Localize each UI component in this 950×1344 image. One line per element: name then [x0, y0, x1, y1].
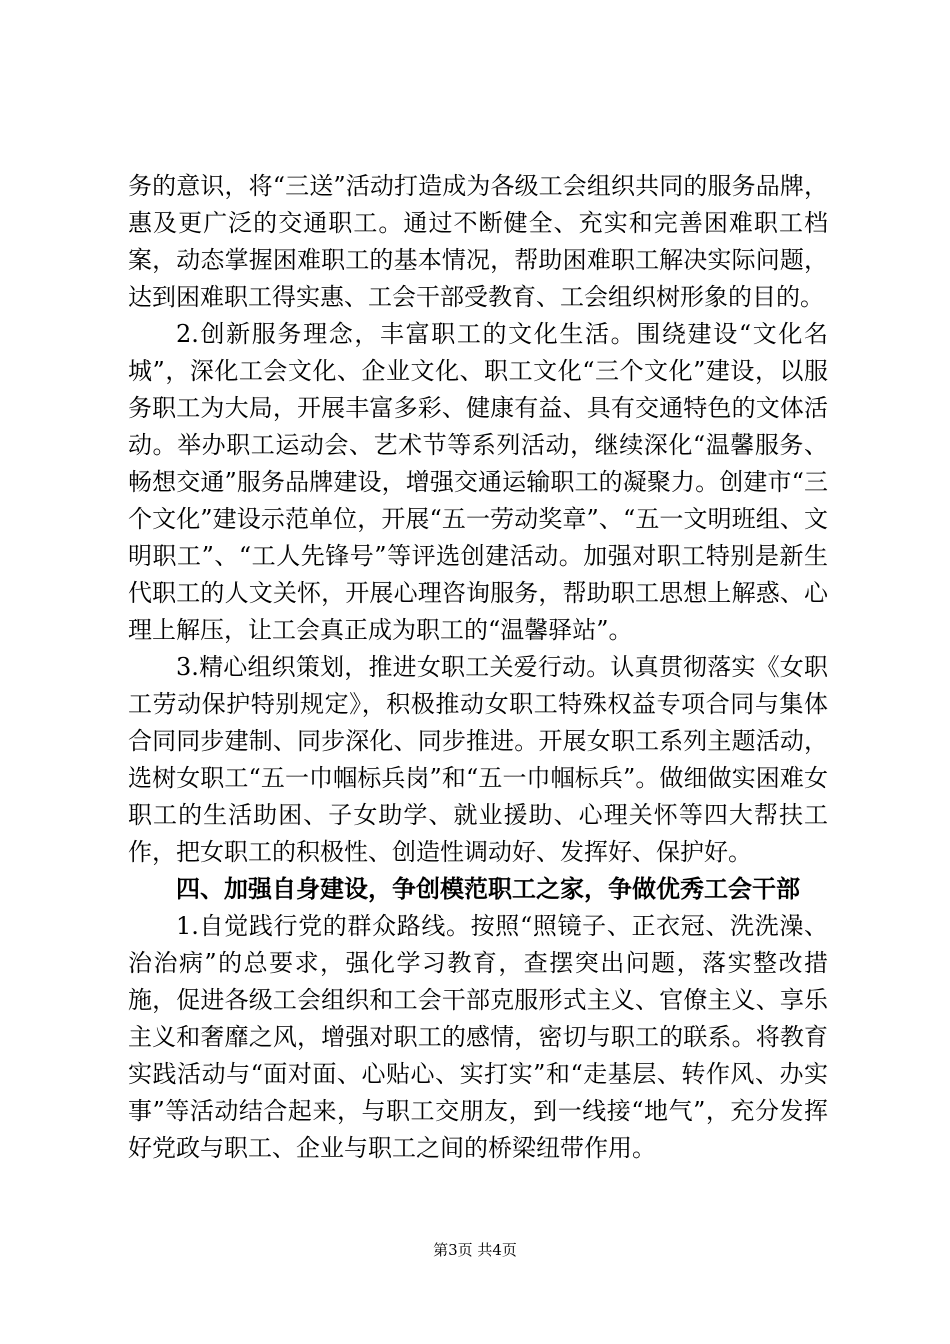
paragraph-item-2: 2.创新服务理念，丰富职工的文化生活。围绕建设“文化名城”，深化工会文化、企业文化、职工文化“三个文化”建设，以服务职工为大局，开展丰富多彩、健康有益、具有交通特色的文体活动。举办职工运动会、艺术节等系列活动，继续深化“温馨服务、畅想交通”服务品牌建设，增强交通运输职工的凝聚力。创建市“三个文化”建设示范单位，开展“五一劳动奖章”、“五一文明班组、文明职工”、“工人先锋号”等评选创建活动。加强对职工特别是新生代职工的人文关怀，开展心理咨询服务，帮助职工思想上解惑、心理上解压，让工会真正成为职工的“温馨驿站”。 [128, 320, 828, 644]
section-heading-4: 四、加强自身建设，争创模范职工之家，争做优秀工会干部 [176, 875, 800, 903]
paragraph-item-1: 1.自觉践行党的群众路线。按照“照镜子、正衣冠、洗洗澡、治治病”的总要求，强化学习教育，查摆突出问题，落实整改措施，促进各级工会组织和工会干部克服形式主义、官僚主义、享乐主义和奢靡之风，增强对职工的感情，密切与职工的联系。将教育实践活动与“面对面、心贴心、实打实”和“走基层、转作风、办实事”等活动结合起来，与职工交朋友，到一线接“地气”，充分发挥好党政与职工、企业与职工之间的桥梁纽带作用。 [128, 912, 828, 1162]
paragraph-item-3: 3.精心组织策划，推进女职工关爱行动。认真贯彻落实《女职工劳动保护特别规定》，积极推动女职工特殊权益专项合同与集体合同同步建制、同步深化、同步推进。开展女职工系列主题活动，选树女职工“五一巾帼标兵岗”和“五一巾帼标兵”。做细做实困难女职工的生活助困、子女助学、就业援助、心理关怀等四大帮扶工作，把女职工的积极性、创造性调动好、发挥好、保护好。 [128, 653, 828, 866]
page-footer: 第3页 共4页 [433, 1241, 517, 1259]
paragraph-continuation: 务的意识，将“三送”活动打造成为各级工会组织共同的服务品牌，惠及更广泛的交通职工。通过不断健全、充实和完善困难职工档案，动态掌握困难职工的基本情况，帮助困难职工解决实际问题，达到困难职工得实惠、工会干部受教育、工会组织树形象的目的。 [128, 172, 828, 311]
document-body [128, 168, 828, 1167]
